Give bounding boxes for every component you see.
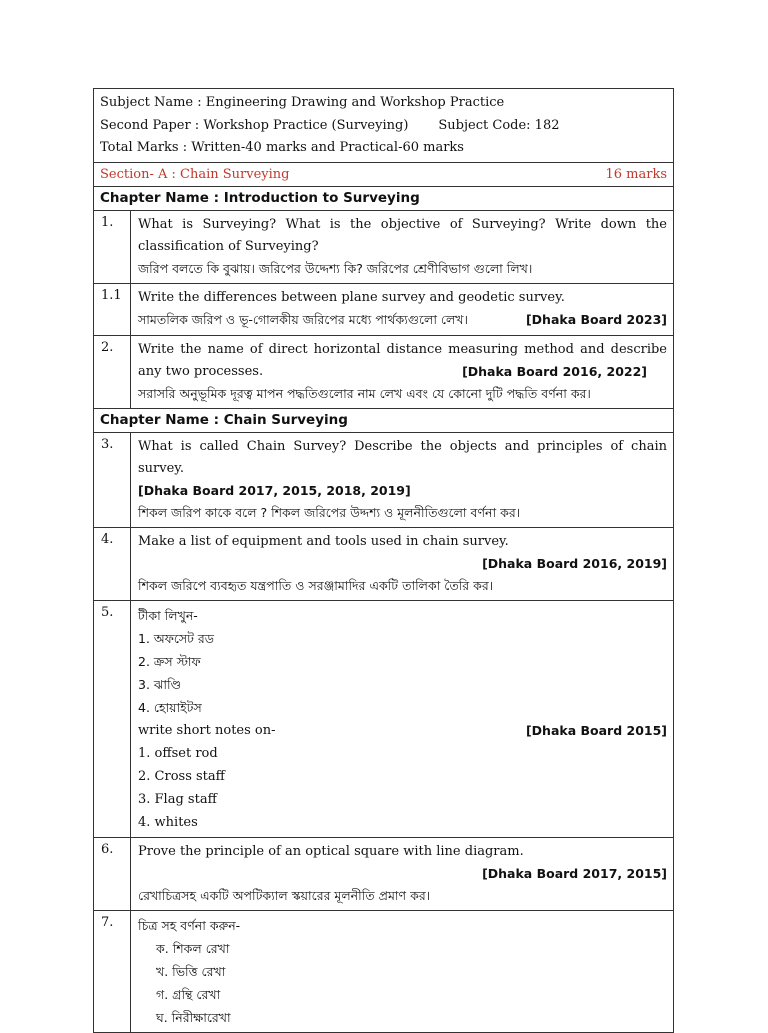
- subject-header: [94, 89, 673, 162]
- section-title: Section- A : Chain Surveying: [100, 166, 290, 182]
- question-row: [94, 837, 673, 910]
- question-number: 7.: [94, 911, 131, 1032]
- list-item: ঘ. নিরীক্ষারেখা: [156, 1009, 231, 1025]
- question-row: [94, 335, 673, 408]
- short-notes-title-english: write short notes on-: [138, 722, 276, 738]
- question-row: [94, 210, 673, 283]
- syllabus-table: [93, 88, 674, 1033]
- list-item: গ. গ্রন্থি রেখা: [156, 986, 221, 1002]
- list-item: 3. ঝাণ্ডি: [138, 676, 182, 692]
- question-english: Make a list of equipment and tools used in chain survey.: [138, 533, 509, 549]
- board-reference: [Dhaka Board 2017, 2015, 2018, 2019]: [138, 482, 411, 498]
- question-text: [131, 284, 673, 335]
- question-number: 4.: [94, 528, 131, 600]
- short-notes-title-bangla: টীকা লিখুন-: [138, 607, 198, 623]
- question-bangla: সরাসরি অনুভূমিক দূরত্ব মাপন পদ্ধতিগুলোর নাম লেখ এবং যে কোনো দুটি পদ্ধতি বর্ণনা কর।: [138, 385, 591, 401]
- question-text: [131, 528, 673, 600]
- question-row: [94, 527, 673, 600]
- question-text: [131, 336, 673, 408]
- list-item: খ. ভিত্তি রেখা: [156, 963, 226, 979]
- board-reference: [Dhaka Board 2016, 2022]: [462, 363, 647, 379]
- board-reference: [Dhaka Board 2023]: [525, 311, 667, 327]
- subject-name: Subject Name : Engineering Drawing and Workshop Practice: [100, 95, 505, 110]
- question-row: [94, 283, 673, 335]
- question-bangla: জরিপ বলতে কি বুঝায়। জরিপের উদ্দেশ্য কি? জরিপের শ্রেণীবিভাগ গুলো লিখ।: [138, 260, 533, 276]
- question-english: What is Surveying? What is the objective of Surveying? Write down the classification of Surveying?: [138, 216, 667, 254]
- total-marks: Total Marks : Written-40 marks and Practical-60 marks: [100, 140, 464, 155]
- question-english: Write the differences between plane survey and geodetic survey.: [138, 289, 565, 305]
- question-number: 2.: [94, 336, 131, 408]
- board-reference: [Dhaka Board 2016, 2019]: [482, 555, 667, 571]
- question-text: [131, 433, 673, 527]
- question-bangla: শিকল জরিপ কাকে বলে ? শিকল জরিপের উদ্দশ্য ও মূলনীতিগুলো বর্ণনা কর।: [138, 504, 521, 520]
- question-bangla: শিকল জরিপে ব্যবহৃত যন্ত্রপাতি ও সরঞ্জামাদির একটি তালিকা তৈরি কর।: [138, 577, 494, 593]
- list-item: 1. offset rod: [138, 745, 218, 761]
- question-number: 3.: [94, 433, 131, 527]
- question-number: 5.: [94, 601, 131, 837]
- question-row: [94, 600, 673, 837]
- question-english: What is called Chain Survey? Describe the objects and principles of chain survey.: [138, 438, 667, 476]
- question-row: [94, 910, 673, 1032]
- list-item: 3. Flag staff: [138, 791, 217, 807]
- subject-code: Subject Code: 182: [438, 117, 560, 133]
- section-heading: [94, 162, 673, 186]
- question-number: 1.: [94, 211, 131, 283]
- list-item: 4. whites: [138, 814, 198, 830]
- describe-title-bangla: চিত্র সহ বর্ণনা করুন-: [138, 917, 241, 933]
- paper-line: [100, 115, 667, 138]
- section-marks: 16 marks: [605, 166, 667, 182]
- question-english: Prove the principle of an optical square with line diagram.: [138, 843, 524, 859]
- question-bangla: সামতলিক জরিপ ও ভূ-গোলকীয় জরিপের মধ্যে পার্থক্যগুলো লেখ।: [138, 311, 468, 327]
- question-number: 1.1: [94, 284, 131, 335]
- list-item: 4. হোয়াইটস: [138, 699, 202, 715]
- board-reference: [Dhaka Board 2017, 2015]: [482, 865, 667, 881]
- second-paper: Second Paper : Workshop Practice (Surveying): [100, 117, 409, 133]
- question-bangla: রেখাচিত্রসহ একটি অপটিক্যাল স্কয়ারের মূলনীতি প্রমাণ কর।: [138, 887, 431, 903]
- board-reference: [Dhaka Board 2015]: [525, 722, 667, 738]
- question-number: 6.: [94, 838, 131, 910]
- question-row: [94, 432, 673, 527]
- question-text: [131, 211, 673, 283]
- list-item: 1. অফসেট রড: [138, 630, 215, 646]
- chapter-heading: Chapter Name : Introduction to Surveying: [94, 186, 673, 210]
- list-item: ক. শিকল রেখা: [156, 940, 230, 956]
- list-item: 2. ক্রস স্টাফ: [138, 653, 201, 669]
- question-english: Write the name of direct horizontal distance measuring method and describe any two processes.: [138, 341, 667, 379]
- question-text: [131, 838, 673, 910]
- question-text: [131, 601, 673, 837]
- question-text: [131, 911, 673, 1032]
- chapter-heading: Chapter Name : Chain Surveying: [94, 408, 673, 432]
- list-item: 2. Cross staff: [138, 768, 225, 784]
